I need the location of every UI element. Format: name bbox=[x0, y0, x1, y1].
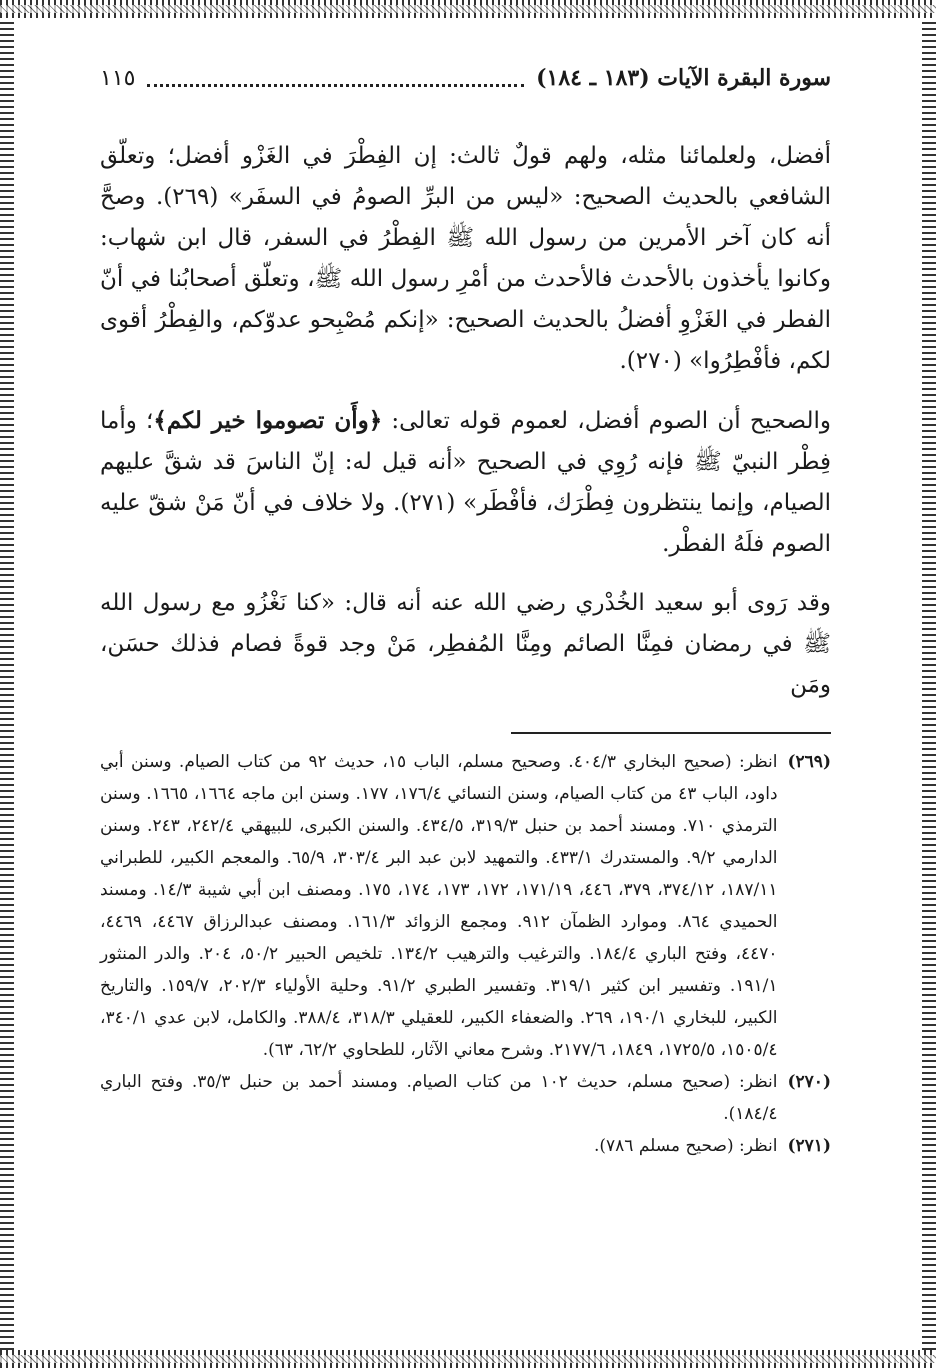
running-header bbox=[100, 60, 831, 96]
paragraph-2-intro: والصحيح أن الصوم أفضل، لعموم قوله تعالى: bbox=[382, 408, 831, 434]
header-dot-leader bbox=[147, 70, 524, 87]
footnote-separator bbox=[511, 732, 831, 734]
footnote-269 bbox=[100, 746, 831, 1066]
page-number: ١١٥ bbox=[100, 65, 136, 91]
footnote-number: (٢٦٩) bbox=[787, 752, 831, 772]
main-text bbox=[100, 136, 831, 706]
paragraph-2 bbox=[100, 400, 831, 565]
decorative-border-bottom bbox=[0, 1350, 936, 1368]
footnote-text: انظر: (صحيح البخاري ٤٠٤/٣. وصحيح مسلم، الباب ١٥، حديث ٩٢ من كتاب الصيام. وسنن أبي داود، الباب ٤٣ من كتاب الصيام، وسنن النسائي ١٧٦/٤، ١٧٧. وسنن ابن ماجه ١٦٦٤، ١٦٦٥. وسنن الترمذي ٧١٠. ومسند أحمد بن حنبل ٣١٩/٣، ٤٣٤/٥. والسنن الكبرى، للبيهقي ٢٤٢/٤، ٢٤٣. وسنن الدارمي ٩/٢. والمستدرك ٤٣٣/١. والتمهيد لابن عبد البر ٣٠٣/٤، ٦٥/٩. والمعجم الكبير، للطبراني ١٨٧/١١، ٣٧٤/١٢، ٣٧٩، ٤٤٦، ١٧١/١٩، ١٧٢، ١٧٣، ١٧٤، ١٧٥. ومصنف ابن أبي شيبة ١٤/٣. ومسند الحميدي ٨٦٤. وموارد الظمآن ٩١٢. ومجمع الزوائد ١٦١/٣. ومصنف عبدالرزاق ٤٤٦٧، ٤٤٦٩، ٤٤٧٠، وفتح الباري ١٨٤/٤. والترغيب والترهيب ١٣٤/٢. تلخيص الحبير ٥٠/٢، ٢٠٤. والدر المنثور ١٩١/١. وتفسير ابن كثير ٣١٩/١. وتفسير الطبري ٩١/٢. وحلية الأولياء ٢٠٢/٣، ١٥٩/٧. والتاريخ الكبير، للبخاري ١٩٠/١، ٢٦٩. والضعفاء الكبير، للعقيلي ٣١٨/٣، ٣٨٨/٤. والكامل، لابن عدي ٣٤٠/١، ١٥٠٥/٤، ١٧٢٥/٥، ١٨٤٩، ٢١٧٧/٦. وشرح معاني الآثار، للطحاوي ٦٢/٢، ٦٣). bbox=[100, 752, 778, 1060]
footnote-text: انظر: (صحيح مسلم، حديث ١٠٢ من كتاب الصيام. ومسند أحمد بن حنبل ٣٥/٣. وفتح الباري ١٨٤/٤). bbox=[100, 1072, 778, 1124]
decorative-border-left bbox=[0, 18, 14, 1350]
page-content bbox=[100, 60, 831, 1328]
decorative-border-top bbox=[0, 0, 936, 18]
footnotes bbox=[100, 746, 831, 1162]
footnote-number: (٢٧٠) bbox=[787, 1072, 831, 1092]
paragraph-3: وقد رَوى أبو سعيد الخُدْري رضي الله عنه أنه قال: «كنا نَغْزُو مع رسول الله ﷺ في رمضان فمِنَّا الصائم ومِنَّا المُفطِر، مَنْ وجد قوةً فصام فذلك حسَن، ومَن bbox=[100, 590, 831, 698]
footnote-text: انظر: (صحيح مسلم ٧٨٦). bbox=[593, 1136, 778, 1156]
chapter-title: سورة البقرة الآيات (١٨٣ ـ ١٨٤) bbox=[536, 65, 831, 91]
footnote-270 bbox=[100, 1066, 831, 1130]
footnote-number: (٢٧١) bbox=[787, 1136, 831, 1156]
quran-quote: ﴿وأَن تصوموا خير لكم﴾ bbox=[153, 407, 383, 434]
paragraph-2-rest: ؛ وأما فِطْر النبيّ ﷺ فإنه رُوِي في الصحيح «أنه قيل له: إنّ الناسَ قد شقَّ عليهم الصيام، وإنما ينتظرون فِطْرَك، فأفْطَر» (٢٧١). ولا خلاف في أنّ مَنْ شقّ عليه الصوم فلَهُ الفطْر. bbox=[100, 408, 831, 557]
footnote-271 bbox=[100, 1130, 831, 1162]
decorative-border-right bbox=[922, 18, 936, 1350]
paragraph-1: أفضل، ولعلمائنا مثله، ولهم قولٌ ثالث: إن الفِطْرَ في الغَزْو أفضل؛ وتعلّق الشافعي بالحديث الصحيح: «ليس من البرِّ الصومُ في السفَر» (٢٦٩). وصحَّ أنه كان آخر الأمرين من رسول الله ﷺ الفِطْرُ في السفر، قال ابن شهاب: وكانوا يأخذون بالأحدث فالأحدث من أمْرِ رسول الله ﷺ، وتعلّق أصحابُنا في أنّ الفطر في الغَزْوِ أفضلُ بالحديث الصحيح: «إنكم مُصْبِحو عدوّكم، والفِطْرُ أقوى لكم، فأفْطِرُوا» (٢٧٠). bbox=[100, 143, 831, 374]
